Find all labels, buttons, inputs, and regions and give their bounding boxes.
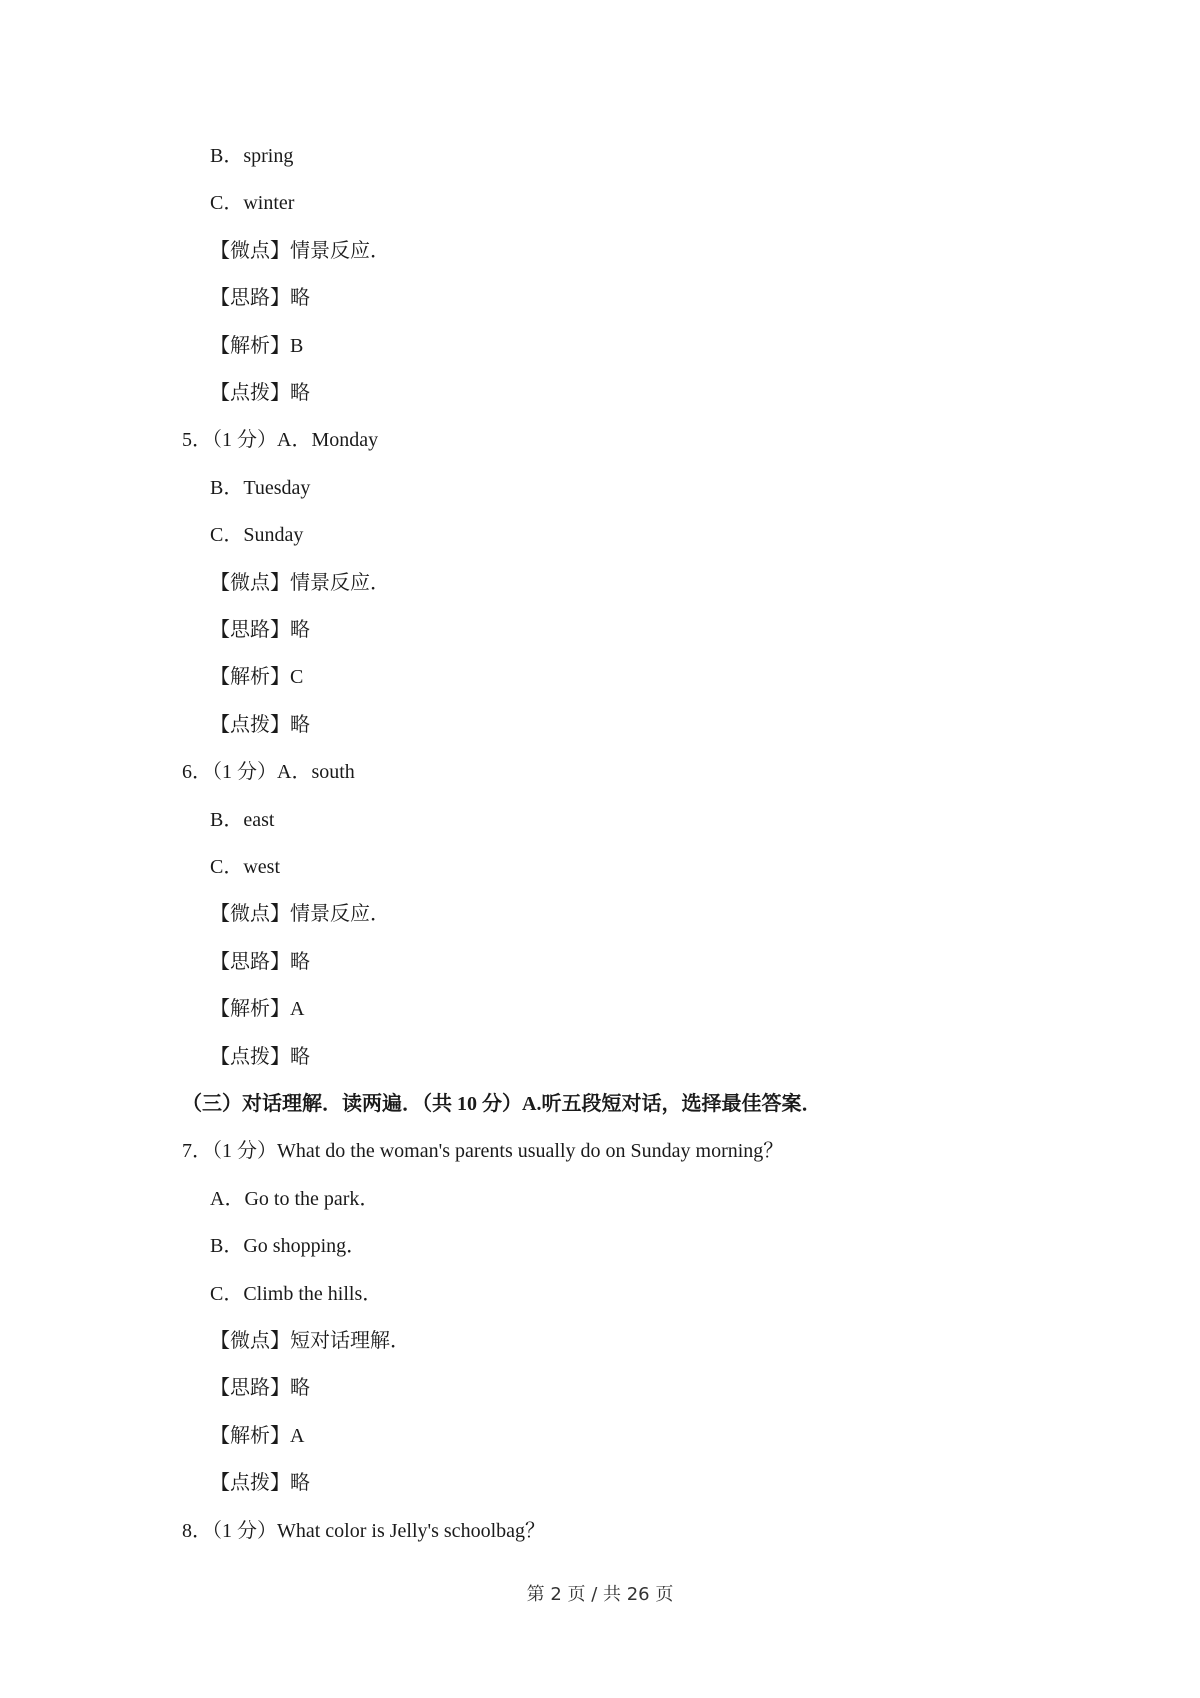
document-line: B．Go shopping． (210, 1235, 367, 1257)
document-line: 【微点】情景反应． (210, 572, 390, 594)
document-line: 5．（1 分）A．Monday (182, 429, 379, 451)
document-line: B．Tuesday (210, 477, 311, 499)
document-line: 【微点】情景反应． (210, 240, 390, 262)
document-line: 6．（1 分）A．south (182, 761, 355, 783)
document-line: 【点拨】略 (210, 1472, 310, 1494)
document-line: 【解析】A (210, 998, 305, 1020)
document-line: B．spring (210, 145, 294, 167)
document-line: 【点拨】略 (210, 382, 310, 404)
document-line: A．Go to the park． (210, 1188, 380, 1210)
document-line: C．winter (210, 192, 295, 214)
document-line: 【思路】略 (210, 619, 310, 641)
document-line: 【解析】B (210, 335, 304, 357)
page-footer: 第 2 页 / 共 26 页 (526, 1584, 674, 1605)
document-line: C．west (210, 856, 280, 878)
document-line: 【微点】情景反应． (210, 903, 390, 925)
document-line: 【思路】略 (210, 287, 310, 309)
document-line: 【解析】C (210, 666, 304, 688)
document-line: C．Climb the hills． (210, 1283, 383, 1305)
document-line: 【点拨】略 (210, 1046, 310, 1068)
document-line: 8．（1 分）What color is Jelly's schoolbag？ (182, 1520, 545, 1542)
document-line: 【思路】略 (210, 951, 310, 973)
document-line: 【解析】A (210, 1425, 305, 1447)
document-line: B．east (210, 809, 275, 831)
section-heading: （三）对话理解．读两遍．（共 10 分）A.听五段短对话，选择最佳答案． (182, 1093, 822, 1115)
document-line: 7．（1 分）What do the woman's parents usually do on Sunday morning？ (182, 1140, 784, 1162)
document-line: 【点拨】略 (210, 714, 310, 736)
document-line: 【微点】短对话理解． (210, 1330, 410, 1352)
document-line: C．Sunday (210, 524, 304, 546)
document-line: 【思路】略 (210, 1377, 310, 1399)
